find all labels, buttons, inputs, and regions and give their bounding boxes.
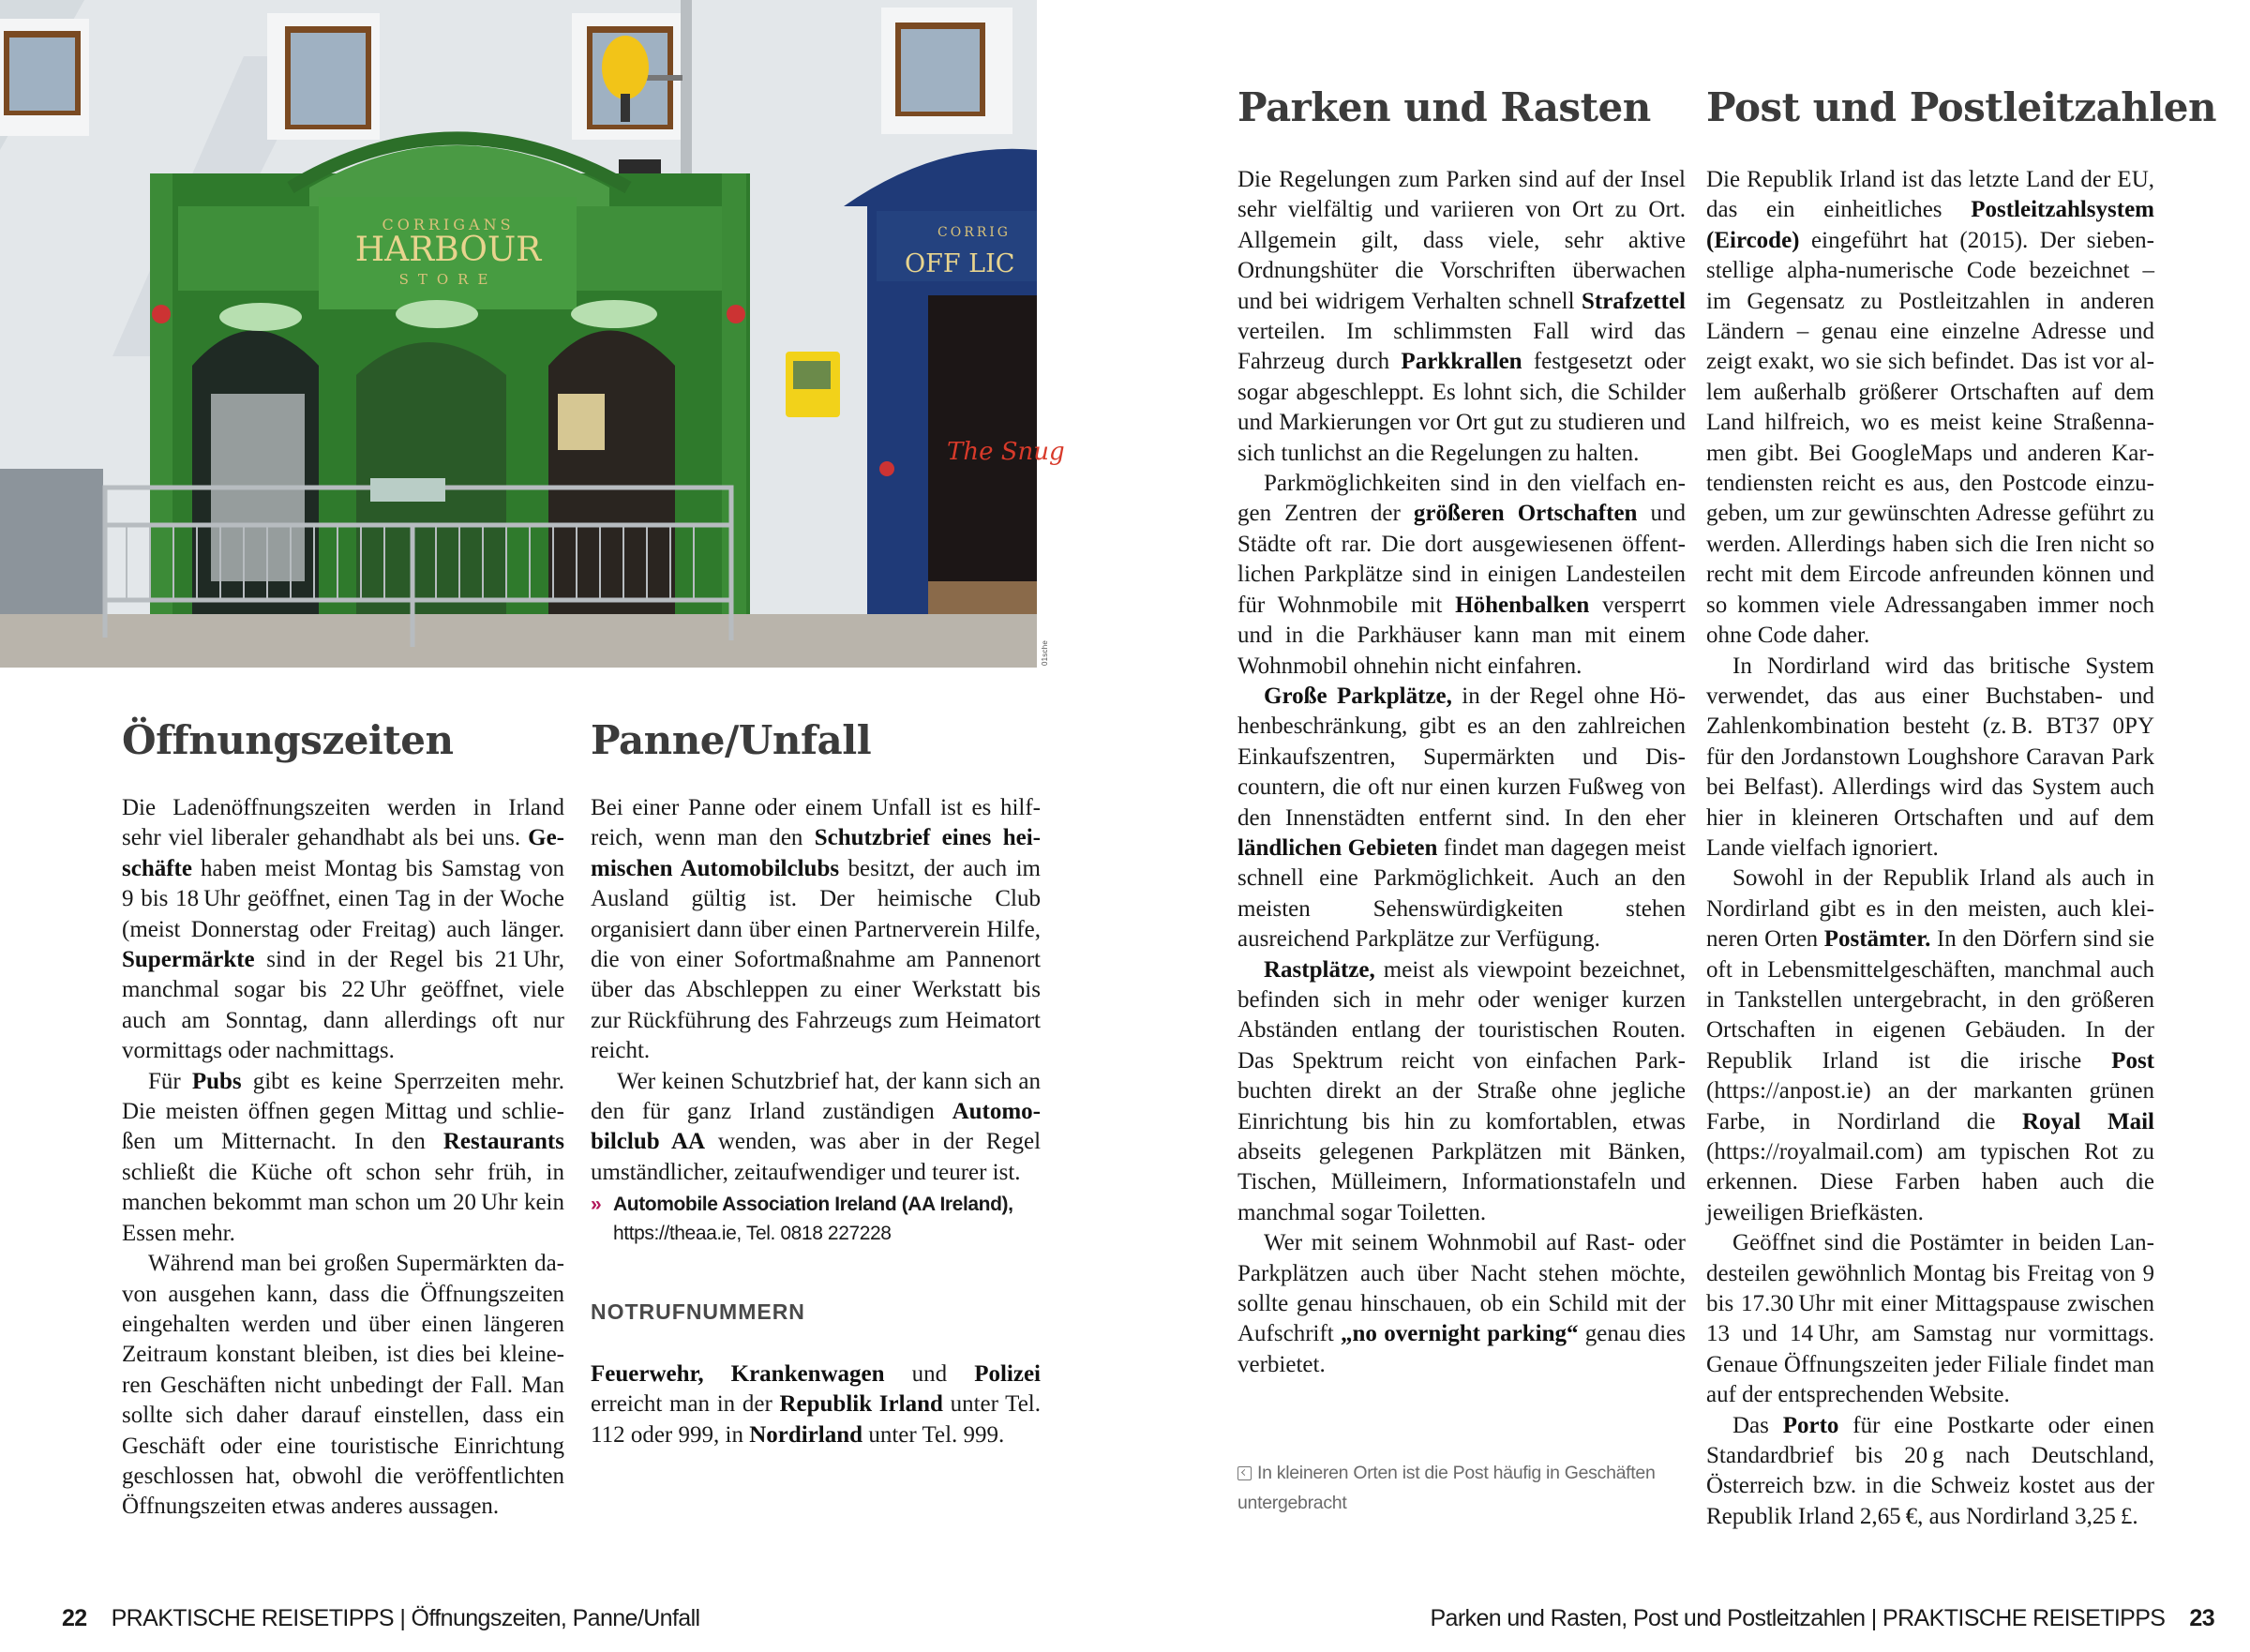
text-run: haben meist Montag bis Samstag von 9 bis 18 Uhr geöffnet, einen Tag in der Woche (meist Donnerstag oder Freitag) auch länger. — [122, 855, 564, 942]
bold-term: Feuerwehr, Krankenwagen — [591, 1360, 885, 1387]
oval-sign-gift — [219, 303, 302, 331]
text-run: in der Regel ohne Höhenbeschränkung, gibt es an den zahlreichen Einkaufszentren, Supermärkten und Discountern, die oft nur einen kurzen Fußweg von den Innenstädten entfernt sind. In den eher — [1238, 683, 1686, 831]
paragraph — [591, 793, 1041, 1067]
running-head-left: PRAKTISCHE REISETIPPS | Öffnungszeiten, Panne/Unfall — [111, 1605, 700, 1631]
shop-sign-top: CORRIGANS — [382, 216, 515, 233]
text-run: Die Republik Irland ist das letzte Land der EU, das ein einheitliches — [1706, 167, 2154, 223]
subheading-notrufnummern: NOTRUFNUMMERN — [591, 1299, 805, 1325]
paragraph — [1706, 652, 2154, 864]
info-box-aa-ireland — [591, 1190, 1041, 1248]
flower-box — [370, 478, 445, 502]
bold-term: Geschäfte — [122, 825, 564, 881]
text-run: sind in der Regel bis 21 Uhr, manchmal sogar bis 22 Uhr geöffnet, viele auch am Sonntag, dann allerdings oft nur vormittags oder nachmittags. — [122, 947, 564, 1064]
text-run: und Städte oft rar. Die dort ausgewiesenen öffentlichen Parkplätze sind in einigen Landesteilen für Wohnmobile mit — [1238, 501, 1686, 618]
bold-term: Große Parkplätze, — [1264, 683, 1452, 709]
paragraph — [122, 1249, 564, 1523]
bold-term: „no overnight parking“ — [1341, 1321, 1579, 1347]
text-run: meist als viewpoint bezeichnet, befinden sich in mehr oder weniger kurzen Abständen entlang der touristischen Routen. Das Spektrum reicht von einfachen Parkbuchten direkt an der Straße ohne jegliche Einrichtung bis hin zu komfortablen, etwas abseits gelegenen Parkplätzen mit Bänken, Tischen, Mülleimern, Informationstafeln und manchmal sogar Toiletten. — [1238, 956, 1686, 1225]
paragraph — [1238, 955, 1686, 1229]
bold-term: Supermärkte — [122, 947, 255, 973]
text-run: genau dies verbietet. — [1238, 1321, 1686, 1377]
text-run: schließt die Küche oft schon sehr früh, in manchen bekommt man schon um 20 Uhr kein Essen mehr. — [122, 1159, 564, 1246]
paragraph — [1238, 1228, 1686, 1380]
green-shopfront — [150, 139, 750, 620]
column-oeffnungszeiten — [122, 793, 564, 1523]
text-run: und — [884, 1360, 975, 1387]
text-run: In den Dörfern sind sie oft in Lebensmittelgeschäften, manchmal auch in Tankstellen untergebracht, in den größeren Ortschaften in eigenen Gebäuden. In der Republik Irland ist die irische — [1706, 926, 2154, 1074]
text-run: Die Ladenöffnungszeiten werden in Irland sehr viel liberaler gehandhabt als bei uns. — [122, 795, 564, 851]
paragraph — [1706, 864, 2154, 1228]
text-run: eingeführt hat (2015). Der siebenstellige alpha-numerische Code bezeichnet – im Gegensatz zu Postleitzahlen in anderen Ländern – genau eine einzelne Adresse und zeigt exakt, wo sie sich befindet. Das ist vor allem außerhalb größerer Ortschaften auf dem Land hilfreich, wo es meist keine Straßennamen gibt. Bei GoogleMaps und anderen Kartendiensten reicht es aus, den Postcode einzugeben, um zur gewünschten Adresse geführt zu werden. Allerdings haben sich die Iren nicht so recht mit dem Eircode anfreunden können und so kommen viele Adressangaben immer noch ohne Code daher. — [1706, 227, 2154, 649]
info-title: Automobile Association Ireland (AA Ireland), — [613, 1194, 1013, 1216]
neighbour-sign-main: OFF LIC — [905, 249, 1015, 278]
bold-term: Rastplätze, — [1264, 956, 1375, 983]
oval-sign-phone — [571, 300, 657, 328]
bold-term: Schutzbrief eines heimischen Automobilclubs — [591, 825, 1041, 881]
paragraph — [122, 1067, 564, 1249]
bold-term: Postleitzahlsystem (Eircode) — [1706, 197, 2154, 253]
shop-sign-main: HARBOUR — [354, 231, 542, 269]
text-run: Bei einer Panne oder einem Unfall ist es hilfreich, wenn man den — [591, 795, 1041, 851]
bold-term: Post — [2111, 1047, 2154, 1074]
column-post-postleitzahlen — [1706, 165, 2154, 1532]
paragraph — [1238, 682, 1686, 955]
text-run: Parkmöglichkeiten sind in den vielfach engen Zentren der — [1238, 471, 1686, 527]
neon-sign: The Snug — [947, 438, 1065, 466]
text-run: findet man dagegen meist schnell eine Parkmöglichkeit. Auch an den meisten Sehenswürdigkeiten stehen ausreichend Parkplätze zur Verfügung. — [1238, 834, 1686, 953]
bold-term: Porto — [1782, 1412, 1839, 1438]
text-run: wenden, was aber in der Regel umständlicher, zeitaufwendiger und teurer ist. — [591, 1129, 1042, 1185]
neighbour-sign-top: CORRIG — [938, 225, 1011, 240]
running-head-right: Parken und Rasten, Post und Postleitzahlen | PRAKTISCHE REISETIPPS — [1430, 1605, 2166, 1631]
bold-term: Polizei — [974, 1360, 1041, 1387]
bold-term: Republik Irland — [779, 1391, 943, 1418]
text-run: Während man bei großen Supermärkten davon ausgehen kann, dass die Öffnungszeiten eingehalten werden und über einen längeren Zeitraum konstant bleiben, ist dies bei kleineren Geschäften nicht unbedingt der Fall. Man sollte sich daher darauf einstellen, dass ein Geschäft oder eine touristische Einrichtung geschlossen hat, obwohl die veröffentlichten Öffnungszeiten etwas anderes aussagen. — [122, 1251, 564, 1520]
oval-sign-passport — [396, 300, 478, 328]
text-run: erreicht man in der — [591, 1391, 780, 1418]
text-run: Die Regelungen zum Parken sind auf der Insel sehr vielfältig und variieren von Ort zu Ort. Allgemein gilt, dass viele, sehr aktive Ordnungshüter die Vorschriften überwachen und bei widrigem Verhalten schnell — [1238, 167, 1686, 314]
info-details[interactable]: https://theaa.ie, Tel. 0818 227228 — [613, 1223, 892, 1245]
bold-term: Royal Mail — [2021, 1108, 2154, 1134]
bold-term: ländlichen Gebieten — [1238, 834, 1438, 861]
text-run: festgesetzt oder sogar abgeschleppt. Es lohnt sich, die Schilder und Markierungen vor Ort gut zu studieren und sich tunlichst an die Regelungen zu halten. — [1238, 349, 1686, 466]
text-run: Für — [148, 1068, 192, 1094]
panne-paragraphs — [591, 793, 1041, 1188]
bold-term: Strafzettel — [1581, 288, 1686, 314]
page-number-left: 22 — [62, 1605, 87, 1631]
photo-credit: 01sche — [1041, 640, 1049, 666]
bold-term: Nordirland — [749, 1421, 863, 1448]
caption-text: In kleineren Orten ist die Post häufig in Geschäften untergebracht — [1238, 1463, 1656, 1513]
emergency-paragraph — [591, 1359, 1041, 1450]
heading-parken-rasten: Parken und Rasten — [1238, 84, 1651, 130]
footer-left — [62, 1605, 700, 1632]
text-run: Sowohl in der Republik Irland als auch in Nordirland gibt es in den meisten, auch kleineren Orten — [1706, 865, 2154, 953]
text-run: verteilen. Im schlimmsten Fall wird das Fahrzeug durch — [1238, 319, 1686, 375]
paragraph — [1706, 1228, 2154, 1410]
double-chevron-icon: » — [591, 1194, 602, 1216]
text-run: (https://royalmail.com) am typischen Rot zu erkennen. Diese Farben haben auch die jeweiligen Briefkästen. — [1706, 1139, 2154, 1225]
heading-panne-unfall: Panne/Unfall — [591, 717, 872, 763]
column-parken-rasten — [1238, 165, 1686, 1380]
paragraph — [591, 1067, 1041, 1189]
text-run: gibt es keine Sperrzeiten mehr. Die meisten öffnen gegen Mittag und schließen um Mitternacht. In den — [122, 1068, 564, 1155]
page-number-right: 23 — [2189, 1605, 2214, 1631]
column-panne-unfall — [591, 793, 1041, 1450]
text-run: versperrt und in die Parkhäuser kann man mit einem Wohnmobil ohnehin nicht einfahren. — [1238, 592, 1686, 679]
text-run: unter Tel. 112 oder 999, in — [591, 1391, 1041, 1448]
paragraph — [122, 793, 564, 1067]
paragraph — [1706, 1411, 2154, 1533]
bold-term: größeren Ortschaften — [1413, 501, 1638, 527]
text-run: Geöffnet sind die Postämter in beiden Landesteilen gewöhnlich Montag bis Freitag von 9 bis 17.30 Uhr mit einer Mittagspause zwischen 13 und 14 Uhr, am Samstag nur vormittags. Genaue Öffnungszeiten jeder Filiale findet man auf der entsprechenden Website. — [1706, 1230, 2154, 1408]
bold-term: Pubs — [191, 1068, 242, 1094]
arrow-left-icon — [1238, 1466, 1252, 1480]
bold-term: Restaurants — [442, 1129, 564, 1155]
paragraph — [1706, 165, 2154, 652]
paragraph — [1238, 469, 1686, 682]
bold-term: Parkkrallen — [1401, 349, 1522, 375]
text-run: besitzt, der auch im Ausland gültig ist. Der heimische Club organisiert dann über einen Partnerverein Hilfe, die von einer Sofortmaßnahme am Pannenort über das Abschleppen zu einer Werkstatt bis zur Rückführung des Fahrzeugs zum Heimatort reicht. — [591, 855, 1041, 1064]
text-run: Wer keinen Schutzbrief hat, der kann sich an den für ganz Irland zuständigen — [591, 1068, 1041, 1125]
footer-right — [1430, 1605, 2214, 1632]
text-run: Wer mit seinem Wohnmobil auf Rast- oder Parkplätzen auch über Nacht stehen möchte, sollte genau hinschauen, ob ein Schild mit der Aufschrift — [1238, 1230, 1686, 1347]
photo-caption — [1238, 1458, 1688, 1518]
text-run: In Nordirland wird das britische System verwendet, das aus einer Buchstaben- und Zahlenkombination besteht (z. B. BT37 0PY für den Jordanstown Loughshore Caravan Park bei Belfast). Allerdings wird das System auch hier in kleineren Ortschaften und auf dem Lande vielfach ignoriert. — [1706, 653, 2154, 861]
bold-term: Höhenbalken — [1455, 592, 1590, 618]
bold-term: Automobilclub AA — [591, 1099, 1041, 1155]
text-run: unter Tel. 999. — [862, 1421, 1005, 1448]
text-run: Das — [1732, 1412, 1783, 1438]
pavement — [0, 614, 1037, 668]
paragraph — [1238, 165, 1686, 469]
shop-sign-bottom: STORE — [398, 271, 498, 288]
heading-oeffnungszeiten: Öffnungszeiten — [122, 717, 454, 763]
text-run: für eine Postkarte oder einen Standardbrief bis 20 g nach Deutschland, Österreich bzw. in die Schweiz kostet aus der Republik Irland 2,65 €, aus Nordirland 3,25 £. — [1706, 1412, 2154, 1529]
text-run: (https://anpost.ie) an der markanten grünen Farbe, in Nordirland die — [1706, 1078, 2154, 1134]
bold-term: Postämter. — [1823, 926, 1931, 953]
heading-post-postleitzahlen: Post und Postleitzahlen — [1706, 84, 2217, 130]
